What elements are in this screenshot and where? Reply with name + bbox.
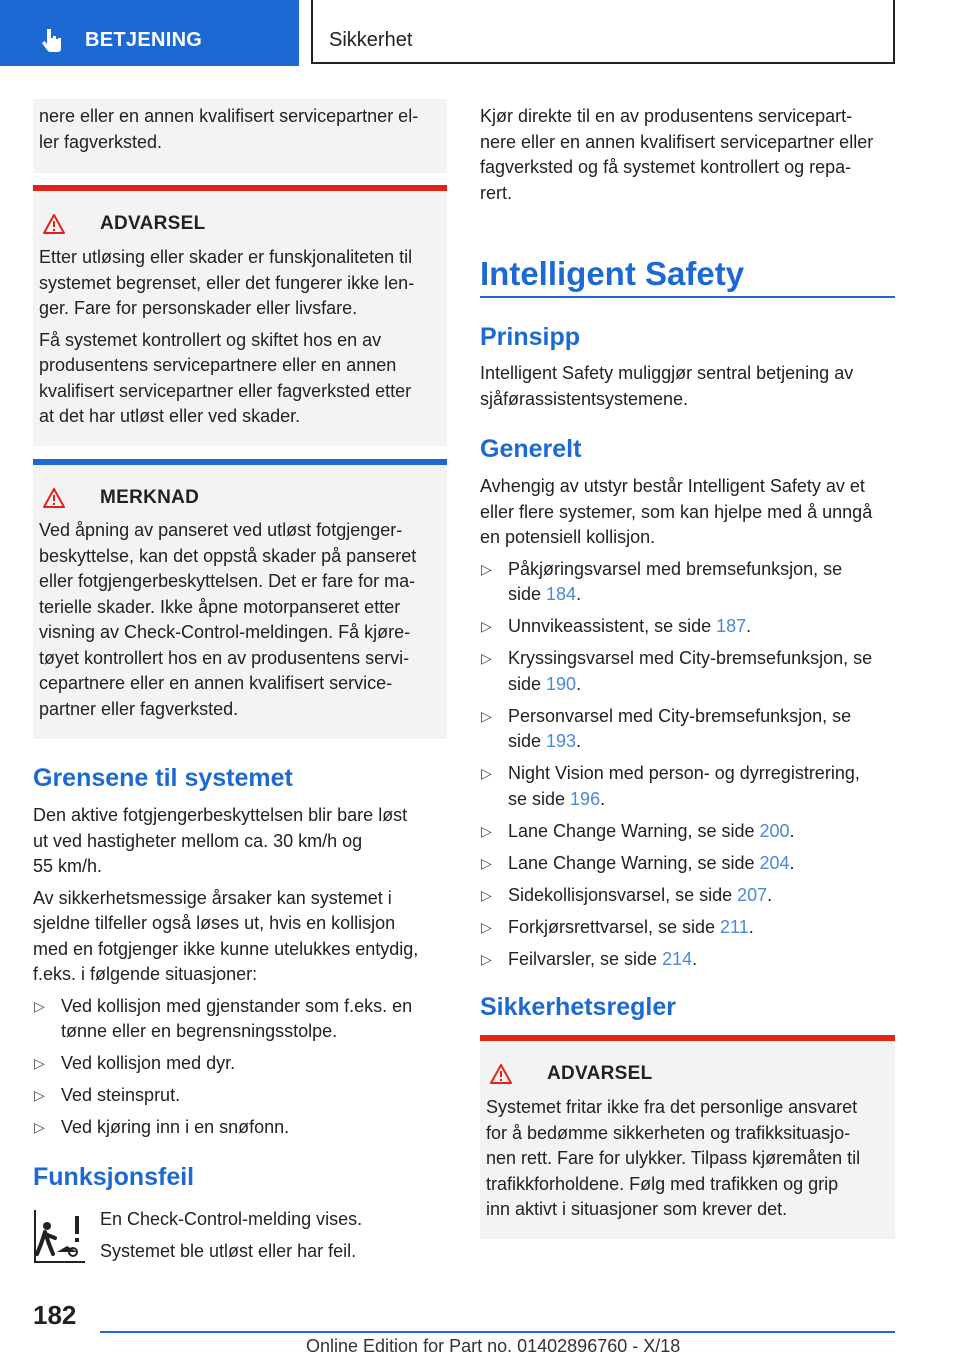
rules-warning-text <box>486 1095 891 1223</box>
bullet-triangle-icon: ▷ <box>481 560 492 577</box>
bullet-triangle-icon: ▷ <box>481 707 492 724</box>
text-line: inn aktivt i situasjoner som krever det. <box>486 1199 788 1219</box>
malfunction-text <box>100 1207 450 1264</box>
warning-label: ADVARSEL <box>100 213 206 234</box>
text-line: cepartnere eller en annen kvalifisert service- <box>39 673 393 693</box>
list-item: ▷ Forkjørsrettvarsel, se side 211. <box>480 915 898 941</box>
bullet-triangle-icon: ▷ <box>481 822 492 839</box>
bullet-triangle-icon: ▷ <box>481 854 492 871</box>
bullet-triangle-icon: ▷ <box>34 1087 45 1103</box>
rules-warning-heading <box>490 1063 653 1085</box>
text-line: nen rett. Fare for ulykker. Tilpass kjøremåten til <box>486 1148 861 1168</box>
bullet-triangle-icon: ▷ <box>481 650 492 666</box>
principle-text <box>480 361 895 412</box>
main-title: Intelligent Safety <box>480 255 745 292</box>
text-line: Avhengig av utstyr består Intelligent Safety av et <box>480 476 865 496</box>
item-text: Night Vision med person- og dyrregistrering, <box>508 763 860 783</box>
caution-triangle-icon <box>43 488 65 508</box>
item-text: Unnvikeassistent, se side <box>508 616 717 636</box>
list-item: ▷ Night Vision med person- og dyrregistrering, se side 196. <box>481 763 860 809</box>
item-text: Forkjørsrettvarsel, se side <box>508 916 721 937</box>
text-line: Etter utløsing eller skader er funskjonaliteten til <box>39 247 413 267</box>
bullet-triangle-icon: ▷ <box>34 997 45 1014</box>
list-item: ▷ Lane Change Warning, se side 204. <box>480 851 898 877</box>
item-text: Feilvarsler, se side <box>508 948 663 969</box>
text-line: Kjør direkte til en av produsentens servicepart- <box>480 106 853 126</box>
item-text: Ved kjøring inn i en snøfonn. <box>61 1117 290 1137</box>
footer-rule <box>100 1331 895 1333</box>
text-line: Den aktive fotgjengerbeskyttelsen blir bare løst <box>33 805 408 825</box>
text-line: eller flere systemer, som kan hjelpe med å unngå <box>480 501 873 522</box>
text-line: ler fagverksted. <box>39 131 163 152</box>
text-line: eller fotgjengerbeskyttelsen. Det er fare for ma- <box>39 571 416 591</box>
list-item <box>33 994 447 1045</box>
bullet-triangle-icon: ▷ <box>481 950 492 967</box>
text-line: ger. Fare for personskader eller livsfare. <box>39 298 358 318</box>
bullet-triangle-icon: ▷ <box>481 918 492 935</box>
edition-footer: Online Edition for Part no. 01402896760 - X/18 <box>306 1336 681 1356</box>
item-text: Påkjøringsvarsel med bremsefunksjon, se <box>508 558 843 579</box>
text-line: nere eller en annen kvalifisert servicepartner eller <box>480 131 874 152</box>
intro-text <box>480 104 895 206</box>
item-text: Kryssingsvarsel med City-bremsefunksjon, se <box>508 648 873 668</box>
text-line: 55 km/h. <box>33 856 103 876</box>
bullet-triangle-icon: ▷ <box>481 765 492 781</box>
text-line: partner eller fagverksted. <box>39 698 239 719</box>
general-heading: Generelt <box>480 435 582 463</box>
safety-rules-heading: Sikkerhetsregler <box>480 993 676 1021</box>
text-line: f.eks. i følgende situasjoner: <box>33 964 258 984</box>
hand-pointer-icon <box>40 27 66 53</box>
section-label: BETJENING <box>85 29 203 51</box>
text-line: Systemet ble utløst eller har feil. <box>100 1240 357 1261</box>
bullet-triangle-icon: ▷ <box>34 1055 45 1071</box>
note-heading <box>43 487 199 509</box>
page-number: 182 <box>33 1300 77 1330</box>
list-item: ▷ Lane Change Warning, se side 200. <box>480 819 898 845</box>
list-item: ▷ Feilvarsler, se side 214. <box>480 947 898 973</box>
text-line: nere eller en annen kvalifisert servicepartner el- <box>39 106 419 126</box>
text-line: en potensiell kollisjon. <box>480 527 656 547</box>
item-text: side <box>508 673 547 694</box>
text-line: beskyttelse, kan det oppstå skader på panseret <box>39 545 417 566</box>
text-line: trafikkforholdene. Følg med trafikken og grip <box>486 1173 839 1194</box>
page-link[interactable]: 187 <box>716 616 747 636</box>
text-line: systemet begrenset, eller det fungerer ikke len- <box>39 272 415 293</box>
list-item: ▷ Påkjøringsvarsel med bremsefunksjon, se side 184. <box>481 558 843 604</box>
list-item: ▷ Kryssingsvarsel med City-bremsefunksjon, se side 190. <box>481 648 873 694</box>
page-link[interactable]: 211 <box>720 916 749 937</box>
general-text <box>480 474 898 979</box>
item-text: Personvarsel med City-bremsefunksjon, se <box>508 705 852 726</box>
item-text: se side <box>508 788 571 809</box>
chapter-title: Sikkerhet <box>329 29 413 51</box>
text-line: tøyet kontrollert hos en av produsentens servi- <box>39 647 410 668</box>
warning-triangle-icon <box>43 214 65 234</box>
text-line: rert. <box>480 182 513 203</box>
text-line: ut ved hastigheter mellom ca. 30 km/h og <box>33 830 363 851</box>
item-text: side <box>508 731 547 751</box>
item-text: Ved steinsprut. <box>61 1085 181 1105</box>
list-item <box>33 1115 447 1141</box>
page-link[interactable]: 207 <box>737 884 768 905</box>
page-link[interactable]: 190 <box>546 673 577 694</box>
page-link[interactable]: 204 <box>759 852 790 873</box>
text-line: Systemet fritar ikke fra det personlige ansvaret <box>486 1097 858 1117</box>
bullet-triangle-icon: ▷ <box>481 886 492 903</box>
text-line: for å bedømme sikkerheten og trafikksituasjo- <box>486 1122 851 1143</box>
bullet-triangle-icon: ▷ <box>481 618 492 634</box>
warning-text <box>39 245 443 430</box>
item-text: Ved kollisjon med dyr. <box>61 1053 236 1073</box>
text-line: En Check-Control-melding vises. <box>100 1209 363 1229</box>
text-line: terielle skader. Ikke åpne motorpanseret etter <box>39 596 401 617</box>
limits-heading: Grensene til systemet <box>33 764 293 792</box>
malfunction-heading: Funksjonsfeil <box>33 1163 195 1191</box>
page-link[interactable]: 214 <box>662 948 693 969</box>
title-rule <box>480 296 895 298</box>
pedestrian-warning-icon <box>33 1208 87 1264</box>
text-line: kvalifisert servicepartner eller fagverksted etter <box>39 380 412 401</box>
warning-triangle-icon <box>490 1064 512 1084</box>
list-item: ▷ Sidekollisjonsvarsel, se side 207. <box>480 883 898 909</box>
text-line: produsentens servicepartnere eller en annen <box>39 355 397 375</box>
text-line: Intelligent Safety muliggjør sentral betjening av <box>480 363 854 383</box>
note-label: MERKNAD <box>100 487 200 508</box>
text-line: sjåførassistentsystemene. <box>480 388 689 409</box>
text-line: med en fotgjenger ikke kunne utelukkes entydig, <box>33 938 419 959</box>
continued-note-text <box>39 104 443 155</box>
note-text <box>39 518 443 722</box>
list-item: ▷ Unnvikeassistent, se side 187. <box>480 614 898 640</box>
limits-text <box>33 803 447 1147</box>
principle-heading: Prinsipp <box>480 323 581 351</box>
bullet-triangle-icon: ▷ <box>34 1119 45 1135</box>
list-item: ▷ Personvarsel med City-bremsefunksjon, se side 193. <box>481 705 852 751</box>
text-line: Ved åpning av panseret ved utløst fotgjenger- <box>39 520 403 540</box>
item-text: Lane Change Warning, se side <box>508 820 760 841</box>
system-list <box>480 557 898 973</box>
text-line: at det har utløst eller ved skader. <box>39 406 301 426</box>
situation-list <box>33 994 447 1141</box>
item-text: Sidekollisjonsvarsel, se side <box>508 884 738 905</box>
section-tab <box>0 0 299 66</box>
text-line: Få systemet kontrollert og skiftet hos en av <box>39 329 382 350</box>
list-item <box>33 1051 447 1077</box>
list-item <box>33 1083 447 1109</box>
chapter-header <box>311 0 895 64</box>
page-link[interactable]: 193 <box>546 731 577 751</box>
text-line: visning av Check-Control-meldingen. Få kjøre- <box>39 622 411 642</box>
text-line: fagverksted og få systemet kontrollert og repa- <box>480 157 852 177</box>
warning-label: ADVARSEL <box>547 1063 653 1084</box>
item-text: Lane Change Warning, se side <box>508 852 760 873</box>
item-text: tønne eller en begrensningsstolpe. <box>61 1021 338 1041</box>
warning-heading <box>43 213 206 235</box>
item-text: side <box>508 584 547 604</box>
page-link[interactable]: 200 <box>759 820 790 841</box>
page-link[interactable]: 196 <box>570 788 601 809</box>
item-text: Ved kollisjon med gjenstander som f.eks. en <box>61 995 413 1016</box>
text-line: sjeldne tilfeller også løses ut, hvis en kollisjon <box>33 913 396 933</box>
page-link[interactable]: 184 <box>546 584 577 604</box>
text-line: Av sikkerhetsmessige årsaker kan systemet i <box>33 887 392 908</box>
